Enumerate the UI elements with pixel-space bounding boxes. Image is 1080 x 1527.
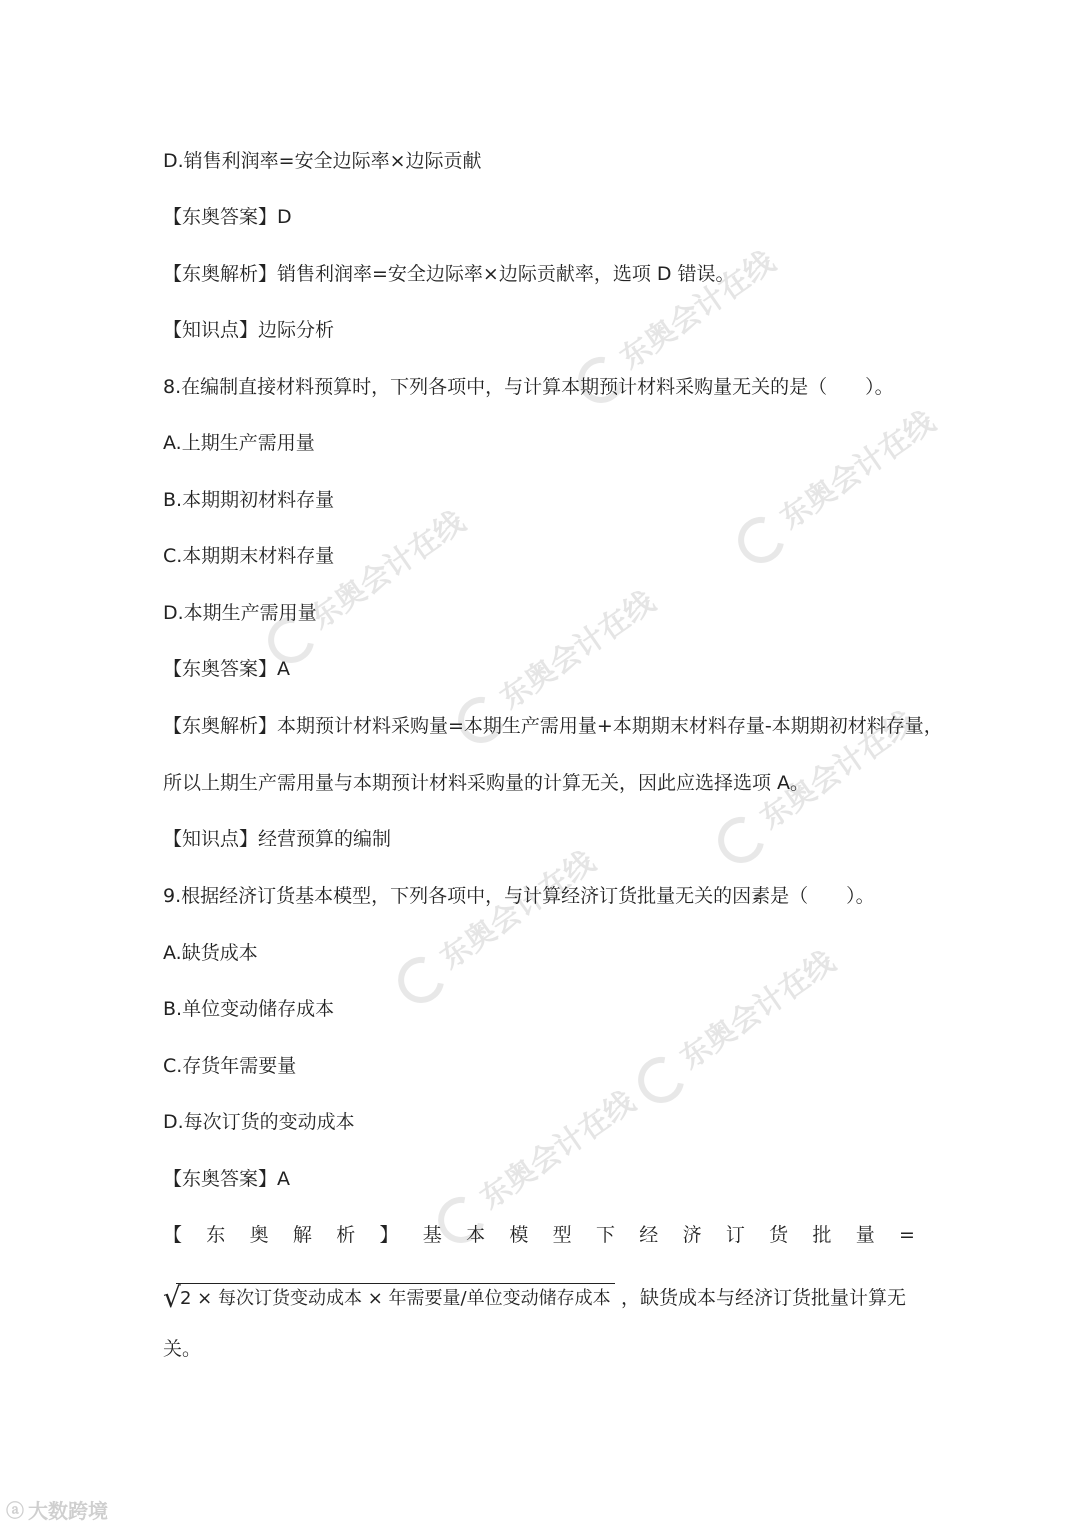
q9-option-b: B.单位变动储存成本 bbox=[163, 998, 335, 1020]
question-8: 8.在编制直接材料预算时，下列各项中，与计算本期预计材料采购量无关的是（ ）。 bbox=[163, 376, 894, 398]
q9-analysis-heading bbox=[163, 1222, 915, 1248]
q8-analysis-line-1: 【东奥解析】本期预计材料采购量=本期生产需用量+本期期末材料存量-本期期初材料存量， bbox=[163, 715, 943, 737]
spread-char: 析 bbox=[336, 1224, 356, 1246]
spread-char: 】 bbox=[379, 1224, 399, 1246]
q8-option-c: C.本期期末材料存量 bbox=[163, 545, 335, 567]
q9-option-a: A.缺货成本 bbox=[163, 942, 258, 964]
final-line: 关。 bbox=[163, 1338, 202, 1360]
analysis-text: 【东奥解析】销售利润率=安全边际率×边际贡献率，选项 D 错误。 bbox=[163, 263, 735, 285]
spread-char: 批 bbox=[812, 1224, 832, 1246]
spread-char: 模 bbox=[509, 1224, 529, 1246]
question-9: 9.根据经济订货基本模型，下列各项中，与计算经济订货批量无关的因素是（ ）。 bbox=[163, 885, 875, 907]
q9-option-c: C.存货年需要量 bbox=[163, 1055, 297, 1077]
q8-analysis-line-2: 所以上期生产需用量与本期预计材料采购量的计算无关，因此应选择选项 A。 bbox=[163, 772, 810, 794]
sqrt-radicand: 2 × 每次订货变动成本 × 年需要量/单位变动储存成本 bbox=[176, 1283, 615, 1312]
watermark: 东奥会计在线 bbox=[447, 578, 665, 752]
sqrt-symbol: √ bbox=[163, 1281, 181, 1314]
q8-answer: 【东奥答案】A bbox=[163, 658, 290, 680]
watermark: 东奥会计在线 bbox=[727, 398, 945, 572]
q9-option-d: D.每次订货的变动成本 bbox=[163, 1111, 355, 1133]
spread-char: 经 bbox=[639, 1224, 659, 1246]
spread-char: 基 bbox=[422, 1224, 442, 1246]
formula-trailing-text: ，缺货成本与经济订货批量计算无 bbox=[621, 1287, 907, 1309]
q8-knowledge-point: 【知识点】经营预算的编制 bbox=[163, 828, 392, 850]
option-d-prev: D.销售利润率=安全边际率×边际贡献 bbox=[163, 150, 482, 172]
spread-char: 货 bbox=[769, 1224, 789, 1246]
watermark: 东奥会计在线 bbox=[567, 238, 785, 412]
knowledge-point: 【知识点】边际分析 bbox=[163, 319, 335, 341]
spread-char: 【 bbox=[163, 1224, 183, 1246]
watermark: 东奥会计在线 bbox=[707, 698, 925, 872]
watermark: 东奥会计在线 bbox=[627, 938, 845, 1112]
answer-label: 【东奥答案】D bbox=[163, 206, 292, 228]
watermark: 东奥会计在线 bbox=[257, 498, 475, 672]
spread-char: = bbox=[899, 1224, 915, 1246]
spread-char: 订 bbox=[725, 1224, 745, 1246]
brand-logo-icon: ⓐ bbox=[6, 1500, 24, 1522]
q8-option-b: B.本期期初材料存量 bbox=[163, 489, 335, 511]
spread-char: 下 bbox=[595, 1224, 615, 1246]
brand-name: 大数跨境 bbox=[28, 1499, 108, 1523]
spread-char: 奥 bbox=[249, 1224, 269, 1246]
spread-char: 量 bbox=[855, 1224, 875, 1246]
spread-char: 型 bbox=[552, 1224, 572, 1246]
q9-answer: 【东奥答案】A bbox=[163, 1168, 290, 1190]
spread-char: 东 bbox=[206, 1224, 226, 1246]
eoq-formula-row bbox=[163, 1278, 923, 1318]
watermark: 东奥会计在线 bbox=[427, 1078, 645, 1252]
spread-char: 本 bbox=[466, 1224, 486, 1246]
footer-brand bbox=[6, 1495, 108, 1524]
watermark: 东奥会计在线 bbox=[387, 838, 605, 1012]
q8-option-a: A.上期生产需用量 bbox=[163, 432, 315, 454]
spread-char: 解 bbox=[292, 1224, 312, 1246]
spread-char: 济 bbox=[682, 1224, 702, 1246]
q8-option-d: D.本期生产需用量 bbox=[163, 602, 317, 624]
